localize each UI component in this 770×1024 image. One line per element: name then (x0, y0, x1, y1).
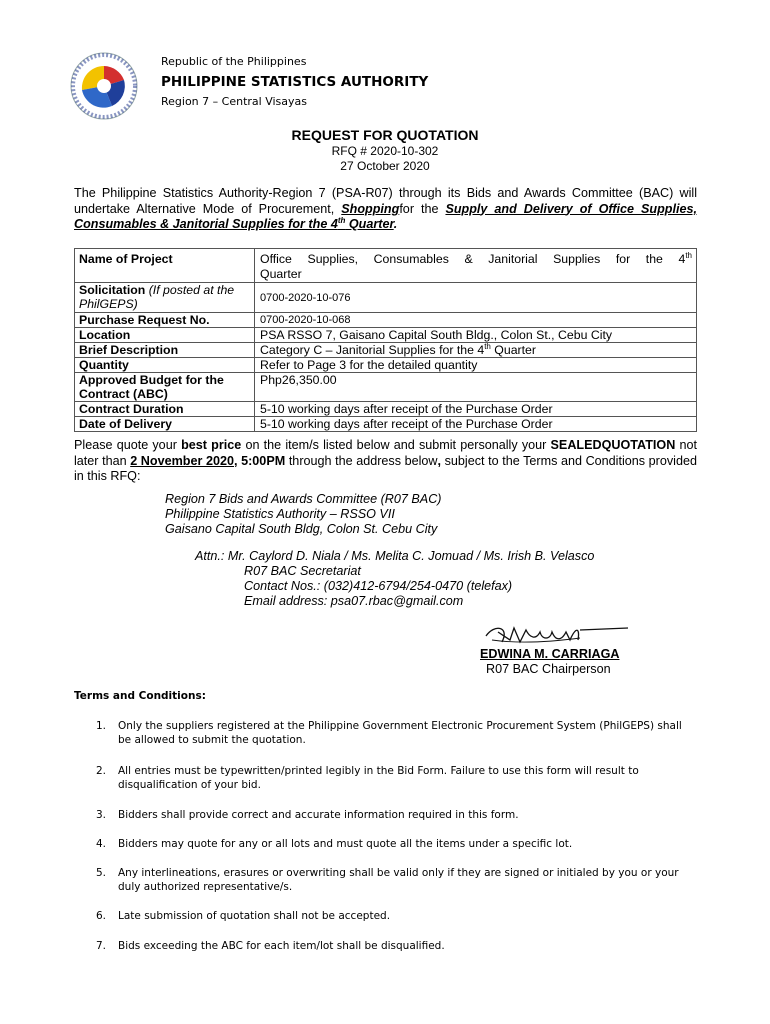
procurement-mode: Shopping (341, 201, 400, 216)
quantity-value: Refer to Page 3 for the detailed quantity (255, 358, 697, 373)
document-date: 27 October 2020 (340, 159, 430, 173)
project-details-table (74, 248, 697, 432)
abc-value: Php26,350.00 (255, 373, 697, 402)
purchase-request-label: Purchase Request No. (75, 313, 255, 328)
quantity-label: Quantity (75, 358, 255, 373)
intro-text-1: The Philippine Statistics Authority-Region 7 (PSA-R07) through its Bids and Awards Committee (BAC) will undertake Alternative Mode of Procurement, (74, 186, 697, 216)
intro-end: . (393, 217, 398, 231)
signatory-block (480, 647, 619, 677)
date-of-delivery-value: 5-10 working days after receipt of the Purchase Order (255, 417, 697, 432)
project-title: Supply and Delivery of Office Supplies, Consumables & Janitorial Supplies for the 4th Quarter (74, 201, 697, 231)
rfq-number: RFQ # 2020-10-302 (331, 144, 439, 158)
sealed-quotation: SEALEDQUOTATION (550, 438, 676, 452)
attention-block (195, 549, 594, 609)
attn-contact: Contact Nos.: (032)412-6794/254-0470 (telefax) (244, 579, 513, 593)
table-row (75, 358, 697, 373)
table-row (75, 373, 697, 402)
handwritten-signature (480, 620, 630, 650)
psa-seal-logo (68, 50, 140, 122)
table-row (75, 313, 697, 328)
abc-label: Approved Budget for the Contract (ABC) (75, 373, 255, 402)
best-price: best price (181, 438, 242, 452)
address-line: Region 7 Bids and Awards Committee (R07 BAC) (165, 492, 442, 506)
terms-and-conditions: Terms and Conditions: 1. Only the suppliers registered at the Philippine Government Electronic Procurement System (PhilGEPS) shall be allowed to submit the quotation. 2. All entries must be typewritten/printed legibly in the Bid Form. Failure to use this form will result to disqualification of your bid. 3. Bidders shall provide correct and accurate information required in this form. 4. Bidders may quote for any or all lots and must quote all the items under a specific lot. 5. Any interlineations, erasures or overwriting shall be valid only if they are signed or initialed by you or your duly authorized representative/s. 6. Late submission of quotation shall not be accepted. 7. Bids exceeding the ABC for each item/lot shall be disqualified. (74, 689, 699, 703)
address-line: Philippine Statistics Authority – RSSO VII (165, 507, 395, 521)
signatory-name: EDWINA M. CARRIAGA (480, 647, 620, 661)
name-of-project-value: Office Supplies, Consumables & Janitorial Supplies for the 4th Quarter (255, 249, 697, 283)
attn-names: Attn.: Mr. Caylord D. Niala / Ms. Melita C. Jomuad / Ms. Irish B. Velasco (195, 549, 595, 563)
title-block (0, 127, 770, 174)
republic-line: Republic of the Philippines (161, 55, 307, 68)
attn-email: Email address: psa07.rbac@gmail.com (244, 594, 464, 608)
document-title: REQUEST FOR QUOTATION (291, 127, 479, 143)
location-label: Location (75, 328, 255, 343)
table-row (75, 249, 697, 283)
table-row (75, 417, 697, 432)
intro-paragraph (74, 186, 697, 233)
agency-name: PHILIPPINE STATISTICS AUTHORITY (161, 74, 429, 90)
table-row (75, 343, 697, 358)
deadline-time: 5:00PM (237, 453, 286, 468)
date-of-delivery-label: Date of Delivery (75, 417, 255, 432)
deadline-date: 2 November 2020, (130, 453, 238, 468)
brief-description-value: Category C – Janitorial Supplies for the 4th Quarter (255, 343, 697, 358)
contract-duration-value: 5-10 working days after receipt of the Purchase Order (255, 402, 697, 417)
bac-address (165, 492, 441, 537)
solicitation-value: 0700-2020-10-076 (255, 283, 697, 313)
letterhead (68, 50, 668, 120)
table-row (75, 283, 697, 313)
brief-description-label: Brief Description (75, 343, 255, 358)
address-line: Gaisano Capital South Bldg, Colon St. Cebu City (165, 522, 438, 536)
region-line: Region 7 – Central Visayas (161, 95, 307, 108)
purchase-request-value: 0700-2020-10-068 (255, 313, 697, 328)
name-of-project-label: Name of Project (75, 249, 255, 283)
contract-duration-label: Contract Duration (75, 402, 255, 417)
table-row (75, 328, 697, 343)
quotation-instructions: Please quote your best price on the item/s listed below and submit personally your SEALEDQUOTATION not later than 2 November 2020, 5:00PM through the address below, subject to the Terms and Conditions provided in this RFQ: (74, 438, 697, 483)
attn-secretariat: R07 BAC Secretariat (244, 564, 361, 578)
terms-title: Terms and Conditions: (74, 690, 206, 702)
signatory-position: R07 BAC Chairperson (486, 662, 611, 676)
solicitation-label: Solicitation (If posted at the PhilGEPS) (75, 283, 255, 313)
table-row (75, 402, 697, 417)
intro-text-2: for the (399, 201, 446, 216)
location-value: PSA RSSO 7, Gaisano Capital South Bldg., Colon St., Cebu City (255, 328, 697, 343)
